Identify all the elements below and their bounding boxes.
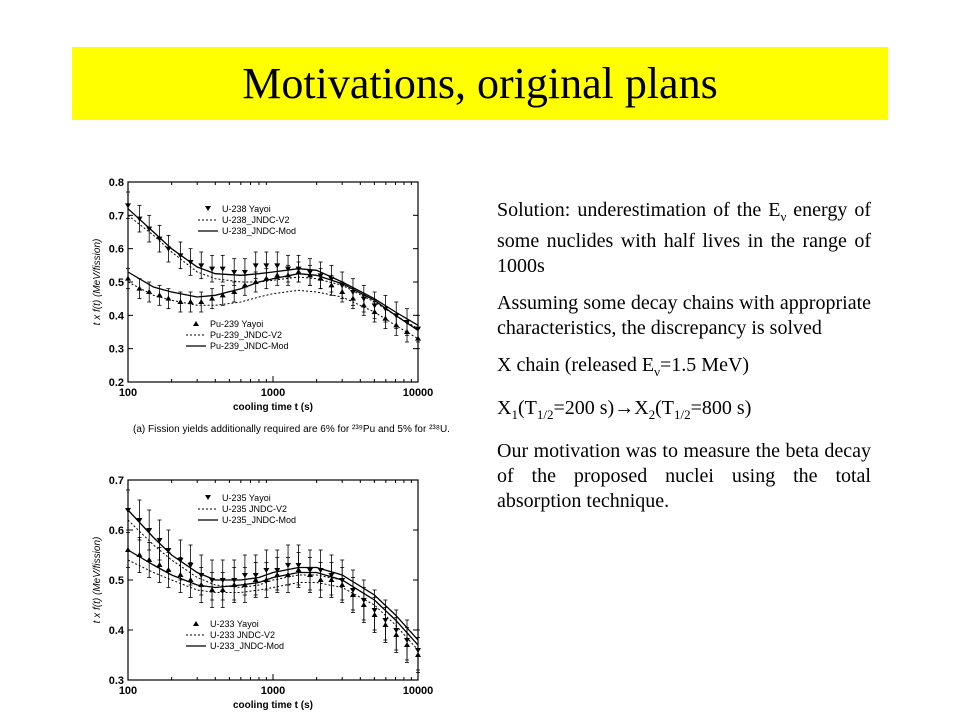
p1-suffix: energy of some nuclides with half lives in the range of 1000s xyxy=(497,199,871,277)
p4-sub1: 1 xyxy=(511,407,518,422)
data-point xyxy=(350,296,356,301)
p4-sub4: 1/2 xyxy=(674,407,691,422)
data-point xyxy=(263,263,269,268)
data-point xyxy=(125,276,131,281)
p3-prefix: X chain (released E xyxy=(497,354,655,376)
legend-label: U-238 Yayoi xyxy=(222,204,271,214)
p3-suffix: =1.5 MeV) xyxy=(660,354,750,376)
data-point xyxy=(177,299,183,304)
x-axis-label: cooling time t (s) xyxy=(233,402,313,413)
y-axis-label: t x f(t) (MeV/fission) xyxy=(92,536,103,624)
legend-marker xyxy=(205,495,211,500)
p4-sub3: 2 xyxy=(648,407,656,422)
data-point xyxy=(177,572,183,577)
y-tick-label: 0.3 xyxy=(108,343,124,356)
text-column xyxy=(497,198,871,526)
data-point xyxy=(220,587,226,592)
data-point xyxy=(339,582,345,587)
legend-marker xyxy=(193,321,199,326)
x-tick-label: 100 xyxy=(118,387,138,399)
data-point xyxy=(382,622,388,627)
legend-label: U-235 Yayoi xyxy=(222,493,271,503)
legend-label: U-233 JNDC-V2 xyxy=(210,630,276,640)
data-point xyxy=(209,267,215,272)
p4-a: X xyxy=(497,397,512,419)
paragraph-decay-chain xyxy=(497,396,871,427)
p4-e: =800 s) xyxy=(690,397,752,419)
y-tick-label: 0.3 xyxy=(108,675,124,687)
x-tick-label: 10000 xyxy=(402,685,434,697)
legend-marker xyxy=(193,621,199,626)
y-tick-label: 0.4 xyxy=(108,625,124,637)
data-point xyxy=(198,299,204,304)
p1-sub: ν xyxy=(780,209,787,224)
y-axis-label: t x f(t) (MeV/fission) xyxy=(92,238,103,326)
data-point xyxy=(157,562,163,567)
data-point xyxy=(415,652,421,657)
plot-frame xyxy=(128,182,418,382)
p4-d: (T xyxy=(655,397,675,419)
y-tick-label: 0.8 xyxy=(108,177,124,189)
data-point xyxy=(165,567,171,572)
p4-c: =200 s)→X xyxy=(553,397,649,419)
title-bar xyxy=(72,47,888,120)
legend-label: Pu-239_JNDC-V2 xyxy=(210,330,283,340)
p4-b: (T xyxy=(517,397,537,419)
chart-caption: (a) Fission yields additionally required are 6% for ²³⁹Pu and 5% for ²³⁸U. xyxy=(133,424,450,435)
y-tick-label: 0.6 xyxy=(108,243,124,256)
legend-label: Pu-239_JNDC-Mod xyxy=(210,341,289,351)
legend-label: U-235 JNDC-V2 xyxy=(222,504,288,514)
legend-label: U-235_JNDC-Mod xyxy=(222,515,297,525)
data-point xyxy=(372,309,378,314)
paragraph-solution xyxy=(497,198,871,279)
slide-title: Motivations, original plans xyxy=(242,59,718,108)
x-tick-label: 100 xyxy=(118,685,138,697)
paragraph-x-chain xyxy=(497,353,871,384)
p3-sub: ν xyxy=(654,364,661,379)
y-tick-label: 0.5 xyxy=(108,277,124,289)
data-point xyxy=(274,272,280,277)
x-axis-label: cooling time t (s) xyxy=(233,700,313,711)
data-point xyxy=(220,267,226,272)
legend-label: U-233_JNDC-Mod xyxy=(210,641,285,651)
x-tick-label: 1000 xyxy=(260,685,286,697)
p4-sub2: 1/2 xyxy=(536,407,554,422)
data-point xyxy=(404,642,410,647)
data-point xyxy=(253,263,259,268)
x-tick-label: 1000 xyxy=(260,387,286,399)
y-tick-label: 0.4 xyxy=(108,310,124,323)
y-tick-label: 0.2 xyxy=(108,377,124,389)
legend-label: Pu-239 Yayoi xyxy=(210,319,264,329)
data-point xyxy=(125,203,131,208)
x-tick-label: 10000 xyxy=(402,387,434,399)
legend-marker xyxy=(205,206,211,211)
data-point xyxy=(372,612,378,617)
paragraph-assuming: Assuming some decay chains with appropriate characteristics, the discrepancy is solved xyxy=(497,292,871,339)
data-point xyxy=(339,289,345,294)
y-tick-label: 0.6 xyxy=(108,525,124,537)
chart-top xyxy=(88,170,468,460)
y-tick-label: 0.7 xyxy=(108,210,124,223)
legend-label: U-238_JNDC-Mod xyxy=(222,226,297,236)
legend-label: U-233 Yayoi xyxy=(210,619,259,629)
data-point xyxy=(393,632,399,637)
data-point xyxy=(318,577,324,582)
chart-bottom xyxy=(88,460,468,720)
y-tick-label: 0.5 xyxy=(108,575,124,587)
p1-prefix: Solution: underestimation of the E xyxy=(497,199,781,221)
data-point xyxy=(415,336,421,341)
paragraph-motivation: Our motivation was to measure the beta decay of the proposed nuclei using the total absorption technique. xyxy=(497,440,871,512)
y-tick-label: 0.7 xyxy=(108,475,124,487)
data-point xyxy=(382,316,388,321)
legend-label: U-238_JNDC-V2 xyxy=(222,215,290,225)
data-point xyxy=(361,602,367,607)
